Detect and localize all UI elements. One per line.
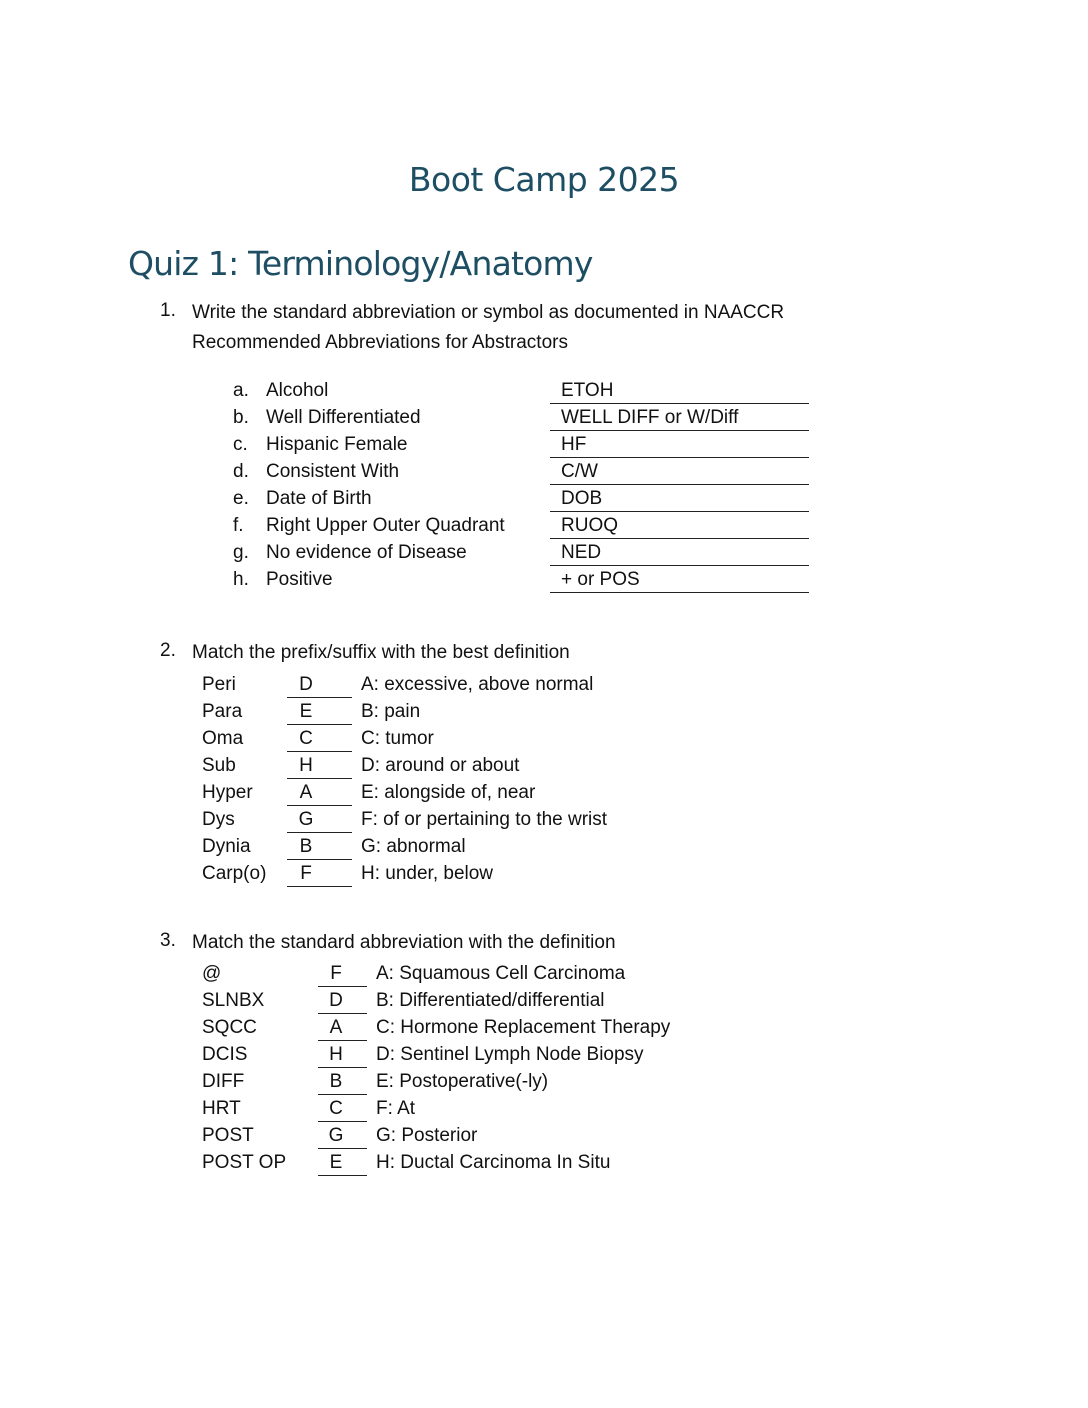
item-answer: DOB [561,488,603,509]
match-term: POST OP [202,1152,287,1173]
question-1-text-line1: Write the standard abbreviation or symbol as documented in NAACCR [192,302,785,323]
match-answer: E [299,701,313,722]
question-1-text [192,298,784,358]
match-row [0,1095,1088,1122]
item-term: No evidence of Disease [266,542,467,563]
item-term: Alcohol [266,380,329,401]
match-row [0,1068,1088,1095]
match-definition: A: Squamous Cell Carcinoma [376,963,626,984]
match-term: Dynia [202,836,251,857]
answer-row [0,512,1088,539]
match-answer: A [299,782,313,803]
match-answer: F [300,863,312,884]
match-answer: B [329,1071,343,1092]
item-term: Positive [266,569,333,590]
answer-blank [550,431,809,458]
match-term: DIFF [202,1071,245,1092]
match-definition: G: abnormal [361,836,466,857]
match-row [0,725,1088,752]
match-definition: A: excessive, above normal [361,674,594,695]
match-term: Para [202,701,243,722]
item-letter: b. [233,407,249,428]
match-term: @ [202,963,222,984]
item-answer: WELL DIFF or W/Diff [561,407,739,428]
match-row [0,987,1088,1014]
match-term: DCIS [202,1044,248,1065]
match-definition: B: Differentiated/differential [376,990,605,1011]
match-row [0,1149,1088,1176]
item-term: Consistent With [266,461,400,482]
item-term: Well Differentiated [266,407,421,428]
match-definition: G: Posterior [376,1125,478,1146]
match-answer: C [299,728,313,749]
match-row [0,1122,1088,1149]
match-definition: F: At [376,1098,416,1119]
match-term: Oma [202,728,244,749]
match-row [0,671,1088,698]
item-answer: C/W [561,461,598,482]
item-term: Date of Birth [266,488,372,509]
match-definition: D: around or about [361,755,520,776]
match-answer: H [329,1044,343,1065]
match-answer: D [329,990,343,1011]
match-row [0,1014,1088,1041]
match-row [0,833,1088,860]
item-letter: d. [233,461,249,482]
match-term: Peri [202,674,236,695]
match-row [0,779,1088,806]
answer-row [0,566,1088,593]
question-2-number: 2. [160,640,176,661]
match-definition: C: Hormone Replacement Therapy [376,1017,671,1038]
match-answer: F [330,963,342,984]
match-term: SLNBX [202,990,265,1011]
match-row [0,860,1088,887]
item-answer: NED [561,542,602,563]
item-letter: a. [233,380,249,401]
match-answer: G [298,809,314,830]
match-term: HRT [202,1098,241,1119]
match-row [0,960,1088,987]
question-3-number: 3. [160,930,176,951]
document-title: Boot Camp 2025 [408,160,680,199]
item-answer: + or POS [561,569,640,590]
match-answer: E [329,1152,343,1173]
answer-row [0,539,1088,566]
match-term: Hyper [202,782,253,803]
match-definition: H: under, below [361,863,494,884]
match-term: Sub [202,755,236,776]
question-2-text: Match the prefix/suffix with the best definition [192,642,570,663]
answer-row [0,377,1088,404]
match-term: POST [202,1125,254,1146]
match-answer: C [329,1098,343,1119]
match-term: Carp(o) [202,863,267,884]
question-1-text-line2: Recommended Abbreviations for Abstractors [192,332,568,353]
item-term: Right Upper Outer Quadrant [266,515,505,536]
item-letter: g. [233,542,249,563]
match-answer: H [299,755,313,776]
item-letter: c. [233,434,248,455]
match-definition: H: Ductal Carcinoma In Situ [376,1152,611,1173]
quiz-heading: Quiz 1: Terminology/Anatomy [128,244,593,283]
match-row [0,752,1088,779]
match-definition: B: pain [361,701,421,722]
match-definition: E: alongside of, near [361,782,536,803]
item-answer: HF [561,434,587,455]
item-answer: RUOQ [561,515,618,536]
answer-row [0,431,1088,458]
match-term: SQCC [202,1017,257,1038]
answer-row [0,404,1088,431]
question-1-number: 1. [160,300,176,321]
question-3-text: Match the standard abbreviation with the definition [192,932,616,953]
item-letter: e. [233,488,249,509]
match-answer: B [299,836,313,857]
match-row [0,698,1088,725]
match-answer: D [299,674,313,695]
match-term: Dys [202,809,235,830]
match-answer: A [329,1017,343,1038]
match-row [0,1041,1088,1068]
item-term: Hispanic Female [266,434,408,455]
match-row [0,806,1088,833]
answer-row [0,458,1088,485]
match-definition: E: Postoperative(-ly) [376,1071,549,1092]
item-letter: h. [233,569,249,590]
match-definition: C: tumor [361,728,434,749]
item-answer: ETOH [561,380,614,401]
item-letter: f. [233,515,244,536]
match-definition: D: Sentinel Lymph Node Biopsy [376,1044,644,1065]
match-answer: G [328,1125,344,1146]
answer-row [0,485,1088,512]
match-definition: F: of or pertaining to the wrist [361,809,608,830]
